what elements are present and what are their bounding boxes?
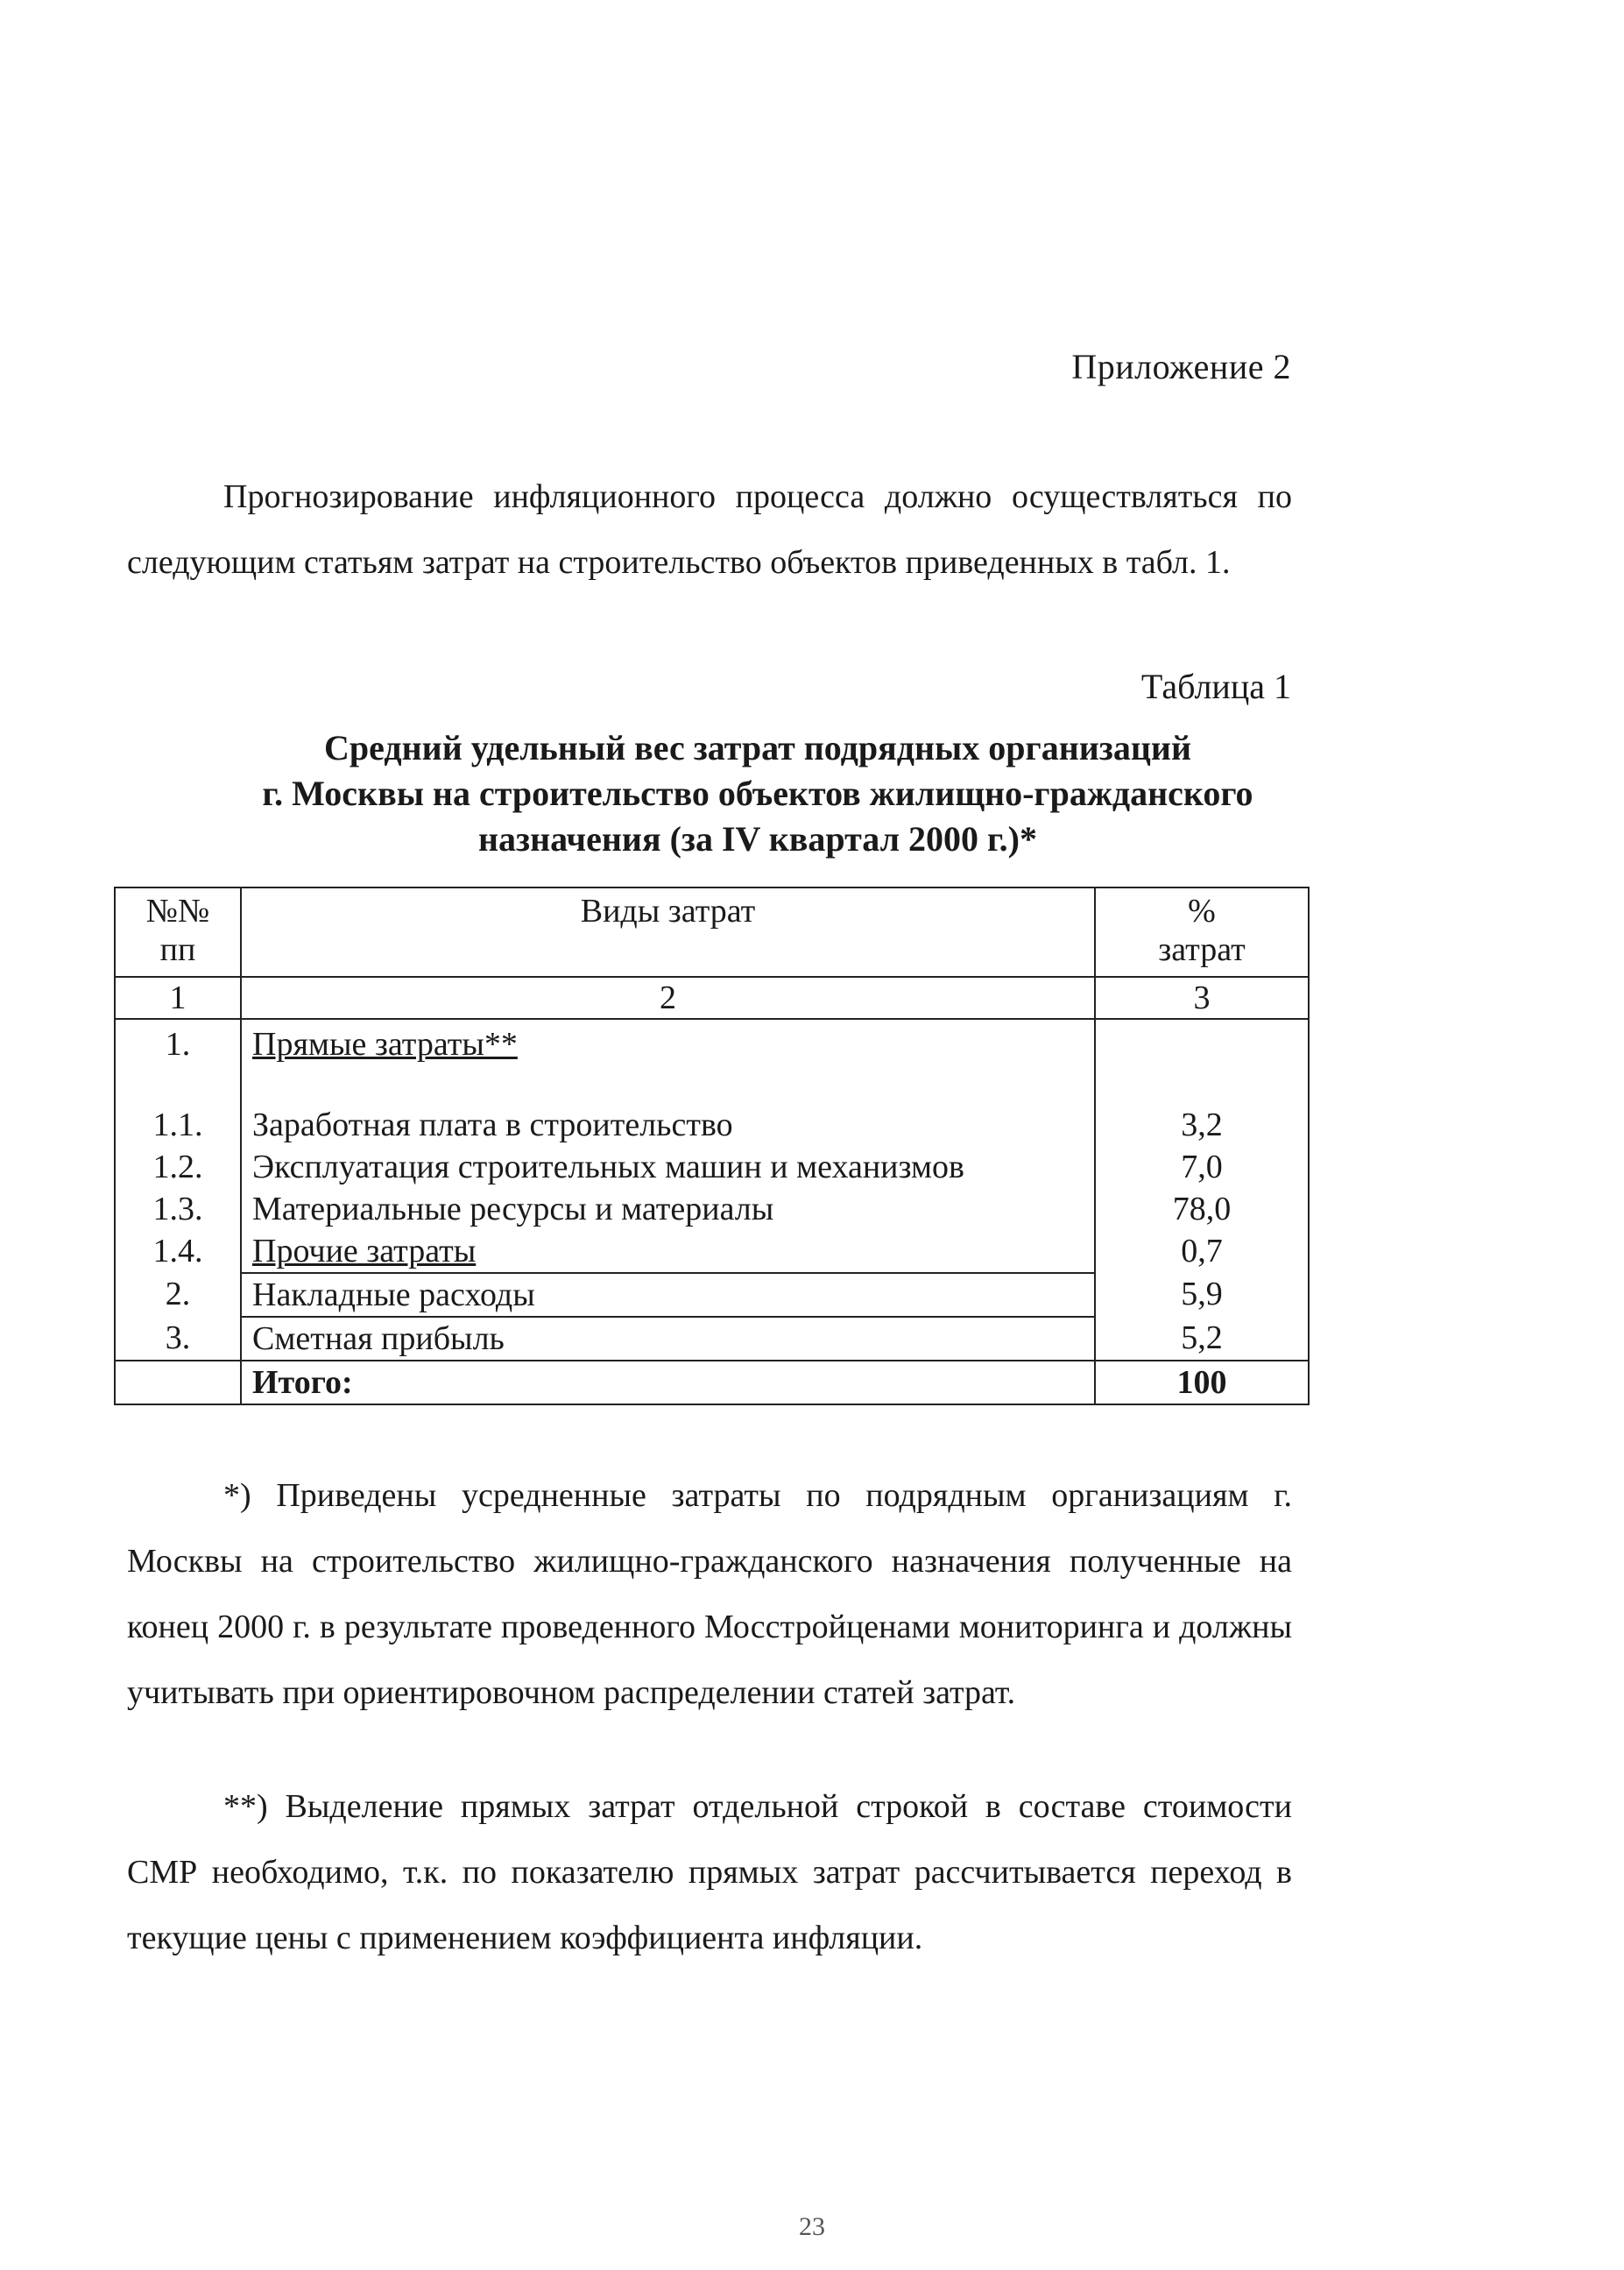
row-number: 1.1. (115, 1104, 241, 1146)
header-cost-type: Виды затрат (241, 887, 1095, 977)
appendix-label: Приложение 2 (1071, 347, 1291, 386)
table-label: Таблица 1 (1140, 667, 1291, 706)
table-title-line-2: г. Москвы на строительство объектов жилищно-гражданского (262, 774, 1253, 813)
row-cost-type (241, 1019, 1095, 1104)
row-number: 1.3. (115, 1188, 241, 1230)
table-title-line-1: Средний удельный вес затрат подрядных организаций (324, 728, 1191, 767)
footnote-2: **) Выделение прямых затрат отдельной строкой в составе стоимости СМР необходимо, т.к. по показателю прямых затрат рассчитывается переход в текущие цены с применением коэффициента инфляции. (127, 1788, 1292, 1956)
column-index-3: 3 (1095, 977, 1309, 1019)
row-percent: 3,2 (1095, 1104, 1309, 1146)
header-number-line-2: пп (159, 931, 196, 968)
row-number: 1.2. (115, 1146, 241, 1188)
page-number: 23 (799, 2212, 825, 2241)
header-number (115, 887, 241, 977)
table-title (175, 725, 1340, 862)
table-header-row (115, 887, 1309, 977)
row-percent: 7,0 (1095, 1146, 1309, 1188)
table-row (115, 1273, 1309, 1317)
table-row (115, 1188, 1309, 1230)
row-number: 3. (115, 1317, 241, 1361)
column-index-row (115, 977, 1309, 1019)
cost-structure-table (114, 887, 1310, 1405)
row-cost-type: Эксплуатация строительных машин и механизмов (241, 1146, 1095, 1188)
row-percent (1095, 1019, 1309, 1104)
header-percent-line-2: затрат (1158, 931, 1246, 968)
row-cost-type: Материальные ресурсы и материалы (241, 1188, 1095, 1230)
row-cost-type: Сметная прибыль (241, 1317, 1095, 1361)
table-row (115, 1146, 1309, 1188)
total-number (115, 1361, 241, 1404)
row-cost-type-text: Прочие затраты (252, 1233, 477, 1269)
row-percent: 78,0 (1095, 1188, 1309, 1230)
header-percent (1095, 887, 1309, 977)
column-index-1: 1 (115, 977, 241, 1019)
row-percent: 0,7 (1095, 1230, 1309, 1273)
row-cost-type (241, 1230, 1095, 1273)
row-number: 1.4. (115, 1230, 241, 1273)
column-index-2: 2 (241, 977, 1095, 1019)
intro-paragraph: Прогнозирование инфляционного процесса должно осуществляться по следующим статьям затрат на строительство объектов приведенных в табл. 1. (127, 478, 1292, 581)
table-title-line-3: назначения (за IV квартал 2000 г.)* (477, 819, 1037, 859)
total-label: Итого: (241, 1361, 1095, 1404)
table-total-row (115, 1361, 1309, 1404)
group-title: Прямые затраты** (252, 1026, 518, 1063)
total-percent: 100 (1095, 1361, 1309, 1404)
table-row (115, 1230, 1309, 1273)
row-number: 1. (115, 1019, 241, 1104)
row-number: 2. (115, 1273, 241, 1317)
row-percent: 5,9 (1095, 1273, 1309, 1317)
footnote-1: *) Приведены усредненные затраты по подрядным организациям г. Москвы на строительство жилищно-гражданского назначения полученные на конец 2000 г. в результате проведенного Мосстройценами мониторинга и должны учитывать при ориентировочном распределении статей затрат. (127, 1477, 1292, 1711)
row-cost-type: Накладные расходы (241, 1273, 1095, 1317)
row-percent: 5,2 (1095, 1317, 1309, 1361)
header-number-line-1: №№ (145, 893, 210, 930)
header-percent-line-1: % (1188, 893, 1216, 930)
row-cost-type: Заработная плата в строительство (241, 1104, 1095, 1146)
table-row-group (115, 1019, 1309, 1104)
table-row (115, 1104, 1309, 1146)
table-row (115, 1317, 1309, 1361)
